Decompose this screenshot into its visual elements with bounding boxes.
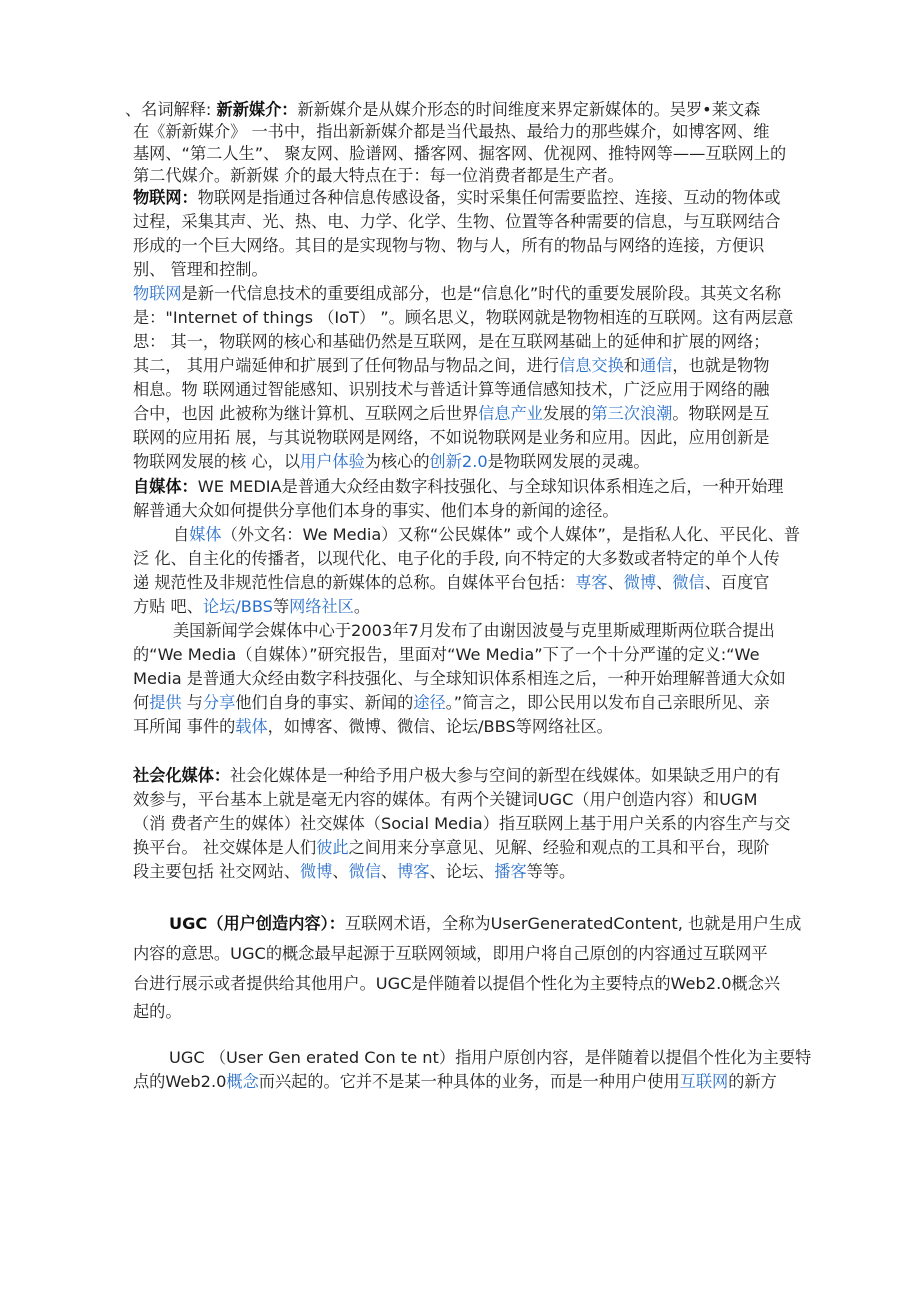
text-segment: 解普通大众如何提供分享他们本身的事实、他们本身的新闻的途径。 <box>133 501 619 520</box>
text-segment: 社会化媒体是一种给予用户极大参与空间的新型在线媒体。如果缺乏用户的有 <box>230 766 781 785</box>
text-line <box>133 501 619 521</box>
hyperlink[interactable]: 微信 <box>672 573 705 592</box>
text-line <box>133 766 781 786</box>
hyperlink[interactable]: 载体 <box>235 717 268 736</box>
hyperlink[interactable]: 彼此 <box>316 838 349 857</box>
text-segment: （外文名：We Media）又称“公民媒体” 或个人媒体”，是指私人化、平民化、普 <box>221 525 801 544</box>
text-segment: 何 <box>133 693 150 712</box>
text-line <box>133 693 770 713</box>
text-segment: 起的。 <box>133 1002 182 1021</box>
hyperlink[interactable]: 信息交换 <box>559 356 624 375</box>
text-segment: 自 <box>173 525 190 544</box>
text-segment: 等等。 <box>526 862 576 881</box>
text-line <box>173 621 775 641</box>
text-segment: 、 <box>656 573 673 592</box>
text-line <box>133 188 781 208</box>
text-segment: 而兴起的。它并不是某一种具体的业务，而是一种用户使用 <box>258 1072 680 1091</box>
text-segment: 在《新新媒介》 一书中，指出新新媒介都是当代最热、最给力的那些媒介，如博客网、维 <box>133 122 770 141</box>
text-segment: 新新媒介是从媒介形态的时间维度来界定新媒体的。吴罗•莱文森 <box>297 100 761 119</box>
text-segment: 相息。物 联网通过智能感知、识别技术与普适计算等通信感知技术，广泛应用于网络的融 <box>133 380 770 399</box>
text-line <box>169 914 801 934</box>
text-line <box>133 645 760 665</box>
text-segment: Media 是普通大众经由数字科技强化、与全球知识体系相连之后，一种开始理解普通大众如 <box>133 669 786 688</box>
hyperlink[interactable]: 播客 <box>494 862 527 881</box>
text-line <box>133 166 624 186</box>
hyperlink[interactable]: 创新2.0 <box>429 452 488 471</box>
text-segment: 、 <box>332 862 349 881</box>
text-segment: 是新一代信息技术的重要组成部分，也是“信息化”时代的重要发展阶段。其英文名称 <box>181 284 782 303</box>
text-segment: 、名词解释: <box>125 100 217 119</box>
text-segment: 的新方 <box>728 1072 777 1091</box>
text-line <box>133 862 575 882</box>
text-segment: 第二代媒介。新新媒 介的最大特点在于：每一位消费者都是生产者。 <box>133 166 624 185</box>
text-line <box>133 717 613 737</box>
hyperlink[interactable]: 提供 <box>149 693 182 712</box>
text-segment: 过程，采集其声、光、热、电、力学、化学、生物、位置等各种需要的信息，与互联网结合 <box>133 212 781 231</box>
text-segment: 内容的意思。UGC的概念最早起源于互联网领域，即用户将自己原创的内容通过互联网平 <box>133 944 768 963</box>
hyperlink[interactable]: 博客 <box>397 862 430 881</box>
hyperlink[interactable]: 用户体验 <box>300 452 365 471</box>
text-line <box>133 452 650 472</box>
text-segment: 。物联网是互 <box>672 404 770 423</box>
text-line <box>133 573 769 593</box>
text-segment: 联网的应用拓 展，与其说物联网是网络，不如说物联网是业务和应用。因此，应用创新是 <box>133 428 770 447</box>
term-heading: 新新媒介： <box>216 100 298 119</box>
text-line <box>133 144 786 164</box>
text-line <box>173 525 800 545</box>
text-line <box>133 260 268 280</box>
text-segment: 、 <box>607 573 624 592</box>
text-segment: 思： 其一，物联网的核心和基础仍然是互联网，是在互联网基础上的延伸和扩展的网络； <box>133 332 770 351</box>
hyperlink[interactable]: 微博 <box>300 862 333 881</box>
text-line <box>133 308 793 328</box>
text-segment: ，如博客、微博、微信、论坛/BBS等网络社区。 <box>267 717 613 736</box>
text-line <box>169 1048 811 1068</box>
text-line <box>133 814 790 834</box>
hyperlink[interactable]: 通信 <box>639 356 673 375</box>
text-segment: WE MEDIA是普通大众经由数字科技强化、与全球知识体系相连之后，一种开始理 <box>197 477 784 496</box>
text-line <box>133 122 769 142</box>
term-heading: UGC（用户创造内容）： <box>169 914 345 933</box>
text-line <box>133 944 768 964</box>
text-line <box>133 669 786 689</box>
text-segment: 美国新闻学会媒体中心于2003年7月发布了由谢因波曼与克里斯威理斯两位联合提出 <box>173 621 775 640</box>
text-segment: 其二， 其用户端延伸和扩展到了任何物品与物品之间，进行 <box>133 356 560 375</box>
text-line <box>133 284 781 304</box>
hyperlink[interactable]: 第三次浪潮 <box>591 404 673 423</box>
text-segment: 点的Web2.0 <box>133 1072 227 1091</box>
text-segment: 合中，也因 此被称为继计算机、互联网之后世界 <box>133 404 479 423</box>
text-line <box>133 1072 777 1092</box>
hyperlink[interactable]: 概念 <box>226 1072 259 1091</box>
text-segment: 方贴 吧、 <box>133 597 203 616</box>
text-line <box>133 974 780 994</box>
text-segment: 换平台。 社交媒体是人们 <box>133 838 317 857</box>
text-segment: 物联网是指通过各种信息传感设备，实时采集任何需要监控、连接、互动的物体或 <box>197 188 781 207</box>
text-segment: 等 <box>272 597 290 616</box>
hyperlink[interactable]: 物联网 <box>133 284 182 303</box>
text-segment: 、百度官 <box>704 573 770 592</box>
text-segment: 是："Internet of things （IoT） ”。顾名思义，物联网就是物物相连的互联网。这有两层意 <box>133 308 794 327</box>
text-segment: 之间用来分享意见、见解、经验和观点的工具和平台，现阶 <box>348 838 770 857</box>
text-segment: 和 <box>623 356 640 375</box>
text-segment: 别、 管理和控制。 <box>133 260 268 279</box>
text-segment: 、 <box>380 862 398 881</box>
text-segment: 是物联网发展的灵魂。 <box>487 452 650 471</box>
text-line <box>125 100 760 120</box>
hyperlink[interactable]: 信息产业 <box>478 404 543 423</box>
text-line <box>133 404 769 424</box>
text-line <box>133 380 769 400</box>
hyperlink[interactable]: 论坛 <box>202 597 236 616</box>
text-segment: 、论坛、 <box>429 862 495 881</box>
text-line <box>133 1002 182 1022</box>
text-segment: ，也就是物物 <box>672 356 770 375</box>
text-line <box>133 428 769 448</box>
text-segment: 泛 化、自主化的传播者，以现代化、电子化的手段, 向不特定的大多数或者特定的单个人传 <box>133 549 780 568</box>
text-line <box>133 332 769 352</box>
text-segment: （消 费者产生的媒体）社交媒体（Social Media）指互联网上基于用户关系的内容生产与交 <box>133 814 791 833</box>
text-line <box>133 790 757 810</box>
hyperlink[interactable]: 网络社区 <box>289 597 354 616</box>
term-heading: 社会化媒体： <box>133 766 231 785</box>
text-segment: 。 <box>353 597 371 616</box>
text-segment: 递 规范性及非规范性信息的新媒体的总称。自媒体平台包括： <box>133 573 576 592</box>
text-segment: 互联网术语，全称为UserGeneratedContent, 也就是用户生成 <box>344 914 802 933</box>
text-line <box>133 597 370 617</box>
text-line <box>133 477 783 497</box>
text-segment: 为核心的 <box>364 452 430 471</box>
text-segment: 他们自身的事实、新闻的 <box>235 693 414 712</box>
text-segment: 效参与，平台基本上就是毫无内容的媒体。有两个关键词UGC（用户创造内容）和UGM <box>133 790 758 809</box>
text-line <box>133 236 764 256</box>
hyperlink[interactable]: 専客 <box>575 573 608 592</box>
term-heading: 自媒体： <box>133 477 198 496</box>
text-segment: 物联网发展的核 心，以 <box>133 452 301 471</box>
text-segment: UGC （User Gen erated Con te nt）指用户原创内容，是伴随着以提倡个性化为主要特 <box>169 1048 812 1067</box>
text-line <box>133 549 780 569</box>
term-heading: 物联网： <box>133 188 198 207</box>
hyperlink[interactable]: 途径 <box>413 693 446 712</box>
text-segment: 。”简言之，即公民用以发布自己亲眼所见、亲 <box>445 693 770 712</box>
hyperlink[interactable]: 微信 <box>348 862 381 881</box>
text-segment: 的“We Media（自媒体）”研究报告，里面对“We Media”下了一个十分严谨的定义:“We <box>133 645 760 664</box>
text-segment: 形成的一个巨大网络。其目的是实现物与物、物与人，所有的物品与网络的连接，方便识 <box>133 236 765 255</box>
hyperlink[interactable]: 分享 <box>202 693 236 712</box>
hyperlink[interactable]: 媒体 <box>189 525 222 544</box>
hyperlink[interactable]: 互联网 <box>679 1072 729 1091</box>
hyperlink[interactable]: /BBS <box>235 597 273 616</box>
text-segment: 发展的 <box>542 404 592 423</box>
text-line <box>133 356 769 376</box>
text-segment: 基网、“第二人生”、 聚友网、脸谱网、播客网、掘客网、优视网、推特网等——互联网上的 <box>133 144 787 163</box>
text-line <box>133 212 781 232</box>
hyperlink[interactable]: 微博 <box>623 573 657 592</box>
text-segment: 与 <box>181 693 203 712</box>
text-segment: 台进行展示或者提供给其他用户。UGC是伴随着以提倡个性化为主要特点的Web2.0概念兴 <box>133 974 781 993</box>
text-segment: 段主要包括 社交网站、 <box>133 862 301 881</box>
text-segment: 耳所闻 事件的 <box>133 717 236 736</box>
text-line <box>133 838 769 858</box>
